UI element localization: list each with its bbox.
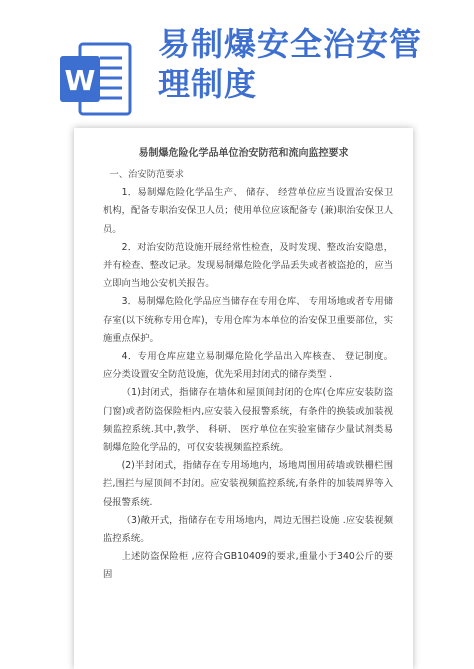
document-title: 易制爆危险化学品单位治安防范和流向监控要求 [138, 148, 349, 159]
document-body [103, 166, 393, 585]
paragraph-4: 4．专用仓库应建立易制爆危险化学品出入库核查、 登记制度。 应分类设置安全防范设施，优先采用封闭式的储存类型 . [103, 351, 393, 381]
banner-title [158, 24, 458, 104]
paragraph-5: （1)封闭式，指储存在墙体和屋顶间封闭的仓库(仓库应安装防盗门窗)或者防盗保险柜内,应安装入侵报警系统，有条件的换装或加装视频监控系统.其中,教学、 科研、 医疗单位在实验室储存少量试剂类易制爆危险化学品的，可仅安装视频监控系统。 [103, 387, 393, 454]
paragraph-2: 2．对治安防范设施开展经常性检查，及时发现、整改治安隐患，并有检查、整改记录。发现易制爆危险化学品丢失或者被盗抢的，应当立即向当地公安机关报告。 [103, 241, 393, 290]
word-logo-letter: W [64, 64, 96, 97]
section-heading: 一、治安防范要求 [109, 169, 184, 180]
banner-title-line-1: 易制爆安全治安管 [158, 25, 423, 63]
paragraph-6: (2)半封闭式，指储存在专用场地内，场地周围用砖墙或铁栅栏围拦,围拦与屋顶间不封闭。应安装视频监控系统,有条件的加装周界等入侵报警系统. [103, 460, 393, 508]
paragraph-3: 3．易制爆危险化学品应当储存在专用仓库、 专用场地或者专用储存室(以下统称专用仓库)，专用仓库为本单位的治安保卫重要部位，实施重点保护。 [103, 296, 393, 344]
word-icon [58, 38, 136, 120]
document-page [74, 128, 413, 669]
banner-title-line-2: 理制度 [158, 65, 258, 103]
paragraph-8: 上述防盗保险柜 ,应符合GB10409的要求,重量小于340公斤的要固 [103, 551, 393, 581]
paragraph-1: 1．易制爆危险化学品生产、 储存、 经营单位应当设置治安保卫机构，配备专职治安保卫人员；使用单位应该配备专 (兼)职治安保卫人员。 [103, 187, 393, 235]
paragraph-7: （3)敞开式，指储存在专用场地内，周边无围拦设施 .应安装视频监控系统。 [103, 514, 393, 545]
